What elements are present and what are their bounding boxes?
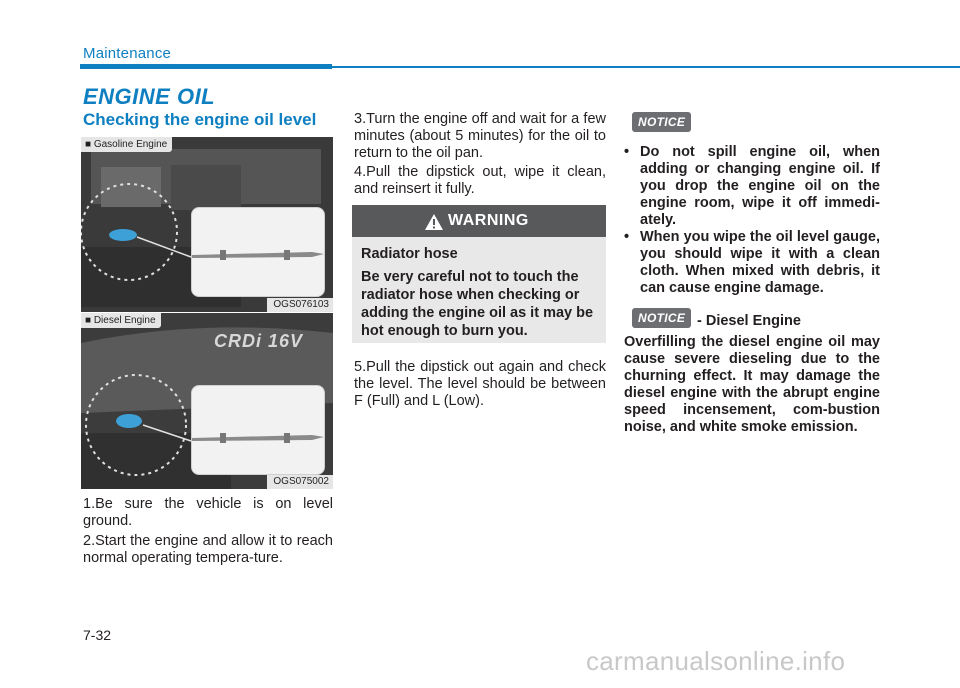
warning-label: WARNING — [448, 212, 529, 229]
page-number: 7-32 — [83, 627, 112, 643]
header-rule-thin — [332, 66, 960, 68]
notice-bullet-text: When you wipe the oil level gauge, you should wipe it with a clean cloth. When mixed with debris, it can cause engine damage. — [640, 229, 880, 296]
warning-triangle-icon — [424, 213, 444, 231]
notice-bullet: • When you wipe the oil level gauge, you should wipe it with a clean cloth. When mixed with debris, it can cause engine damage. — [624, 229, 880, 296]
step-text: Pull the dipstick out, wipe it clean, and reinsert it fully. — [354, 164, 606, 197]
watermark: carmanualsonline.info — [586, 646, 846, 676]
photo-code-diesel: OGS075002 — [267, 475, 333, 489]
dipstick-icon — [192, 386, 324, 474]
step-text: Be sure the vehicle is on level ground. — [83, 496, 333, 529]
step-3 — [354, 111, 606, 162]
warning-text: Be very careful not to touch the radiator hose when checking or adding the engine oil as it may be hot enough to burn you. — [361, 269, 594, 339]
section-label: Maintenance — [83, 45, 172, 62]
dipstick-detail-inset — [191, 385, 325, 475]
chapter-title: ENGINE OIL — [83, 84, 216, 109]
dipstick-detail-inset — [191, 207, 325, 297]
notice-badge: NOTICE — [632, 112, 691, 132]
step-number: 5. — [354, 359, 367, 375]
gasoline-engine-photo — [81, 137, 333, 312]
step-text: Pull the dipstick out again and check the level. The level should be between F (Full) and L (Low). — [354, 359, 606, 409]
subsection-heading: Checking the engine oil level — [83, 110, 317, 129]
notice-badge: NOTICE — [632, 308, 691, 328]
photo-label-diesel: ■ Diesel Engine — [81, 313, 161, 328]
notice-bullet: • Do not spill engine oil, when adding or changing engine oil. If you drop the engine oil on the engine room, wipe it off immedi-ately. — [624, 144, 880, 228]
step-1 — [83, 496, 333, 530]
diesel-engine-photo — [81, 313, 333, 489]
engine-cover-text: CRDi 16V — [214, 331, 304, 351]
warning-header — [352, 205, 606, 237]
notice-bullet-text: Do not spill engine oil, when adding or changing engine oil. If you drop the engine oil on the engine room, wipe it off immedi-ately. — [640, 144, 880, 228]
step-number: 3. — [354, 111, 367, 127]
step-text: Start the engine and allow it to reach normal operating tempera-ture. — [83, 533, 333, 566]
notice-title: - Diesel Engine — [697, 313, 801, 329]
dipstick-icon — [192, 208, 324, 296]
warning-title: Radiator hose — [361, 246, 458, 262]
step-number: 2. — [83, 533, 96, 549]
step-2 — [83, 533, 333, 567]
step-number: 4. — [354, 164, 367, 180]
photo-label-gasoline: ■ Gasoline Engine — [81, 137, 172, 152]
photo-code-gasoline: OGS076103 — [267, 298, 333, 312]
warning-box — [352, 205, 606, 343]
step-number: 1. — [83, 496, 96, 512]
step-text: Turn the engine off and wait for a few minutes (about 5 minutes) for the oil to return to the oil pan. — [354, 111, 606, 161]
step-5 — [354, 359, 606, 410]
notice-text: Overfilling the diesel engine oil may cause severe dieseling due to the churning effect. It may damage the diesel engine with the abrupt engine speed incensement, com-bustion noise, and white smoke emission. — [624, 334, 880, 435]
header-rule-thick — [80, 64, 332, 69]
step-4 — [354, 164, 606, 198]
